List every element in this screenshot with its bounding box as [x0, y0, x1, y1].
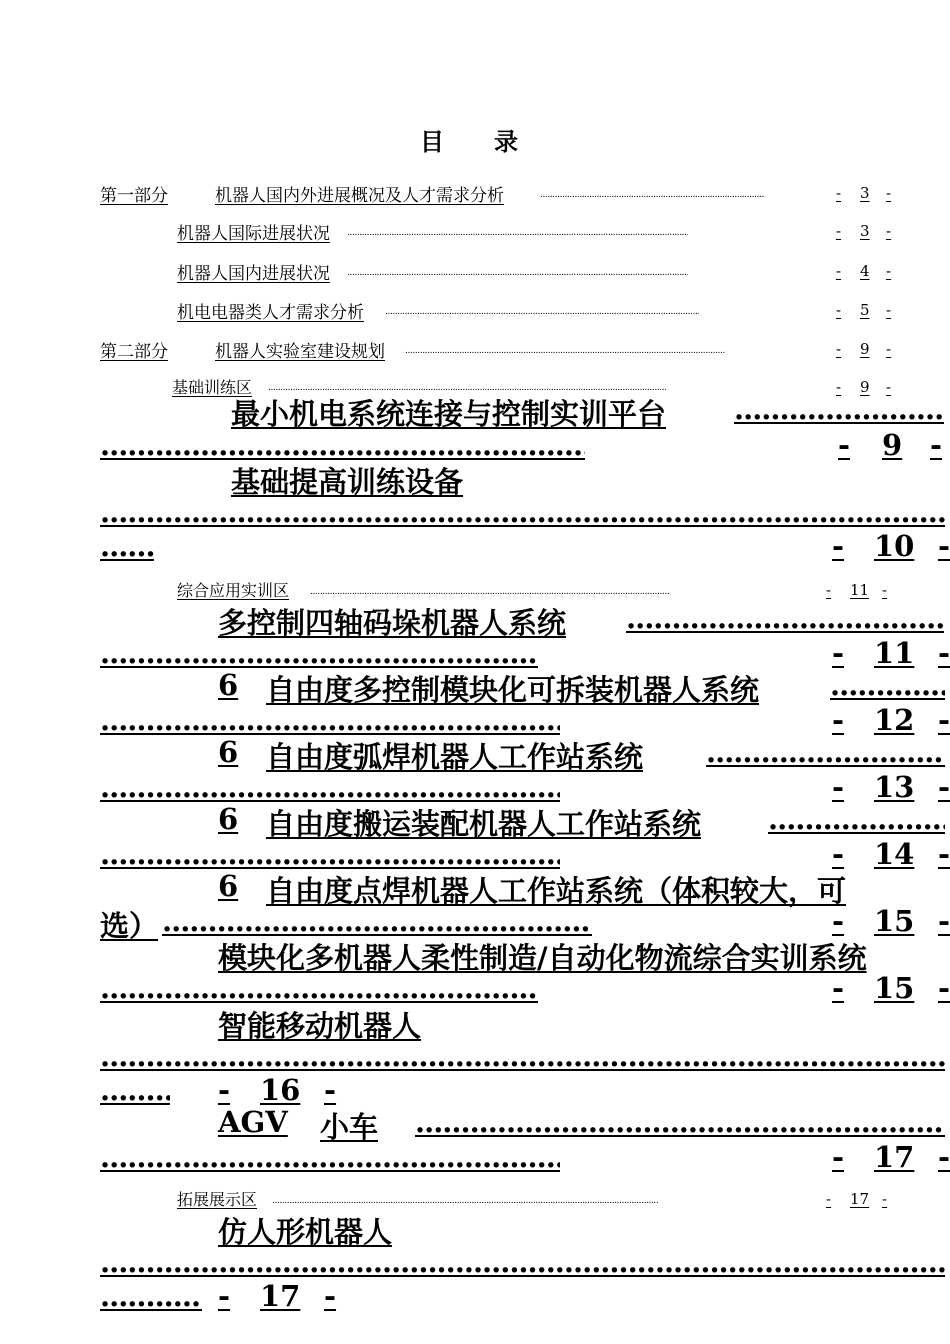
toc-leader-dots	[310, 587, 670, 597]
toc-leader-dots-cont	[100, 837, 560, 871]
toc-entry-prefix: 第二部分	[100, 342, 168, 362]
toc-page-dash-right: -	[324, 1279, 337, 1313]
toc-entry-number: AGV	[218, 1105, 288, 1139]
toc-leader-dots-cont	[100, 1140, 560, 1174]
toc-page-dash-left: -	[836, 378, 842, 396]
toc-page-dash-right: -	[938, 703, 950, 737]
toc-page-dash-left: -	[826, 1190, 832, 1208]
toc-page-dash-left: -	[836, 301, 842, 319]
toc-leader-dots	[162, 904, 592, 938]
toc-leader-dots	[100, 1245, 945, 1279]
toc-entry-label-cont: 选）	[100, 909, 159, 943]
toc-leader-dots	[415, 1105, 945, 1139]
toc-page-number: 12	[874, 703, 915, 737]
toc-page-dash-left: -	[832, 837, 845, 871]
toc-leader-dots	[768, 802, 945, 836]
toc-leader-dots-cont	[100, 636, 538, 670]
toc-page-dash-right: -	[938, 837, 950, 871]
toc-page-dash-right: -	[882, 1190, 888, 1208]
toc-page-dash-left: -	[836, 340, 842, 358]
toc-entry-number: 6	[218, 735, 239, 769]
toc-page-number: 13	[874, 770, 915, 804]
toc-page-dash-left: -	[832, 636, 845, 670]
toc-page-number: 5	[860, 301, 870, 319]
toc-page-number: 11	[874, 636, 915, 670]
toc-page-dash-right: -	[938, 904, 950, 938]
toc-entry-label: 基础训练区	[172, 378, 253, 397]
toc-page-number: 17	[874, 1140, 915, 1174]
toc-page-number: 9	[882, 428, 903, 462]
toc-page-dash-left: -	[836, 222, 842, 240]
toc-entry-label: 模块化多机器人柔性制造/自动化物流综合实训系统	[218, 941, 867, 975]
toc-page-number: 3	[860, 222, 870, 240]
toc-entry-label: 机器人实验室建设规划	[215, 342, 385, 362]
toc-page-dash-left: -	[218, 1279, 231, 1313]
toc-leader-dots	[272, 1196, 658, 1206]
toc-entry-label: 机器人国际进展状况	[177, 224, 330, 244]
toc-entry-label: 自由度弧焊机器人工作站系统	[266, 740, 644, 774]
toc-page-dash-left: -	[826, 581, 832, 599]
toc-page-dash-left: -	[838, 428, 851, 462]
toc-entry-number: 6	[218, 869, 239, 903]
toc-entry-label: 智能移动机器人	[218, 1009, 422, 1043]
toc-entry-label: 小车	[320, 1110, 379, 1144]
toc-entry-label: 多控制四轴码垛机器人系统	[218, 606, 567, 640]
toc-entry-label: 综合应用实训区	[177, 581, 290, 600]
toc-leader-dots	[706, 735, 945, 769]
toc-leader-dots-cont	[100, 1073, 170, 1107]
toc-page-dash-right: -	[938, 529, 950, 563]
toc-leader-dots	[830, 668, 945, 702]
toc-page-number: 16	[260, 1073, 301, 1107]
toc-page-number: 4	[860, 262, 870, 280]
toc-page-number: 14	[874, 837, 915, 871]
toc-page-dash-right: -	[886, 222, 892, 240]
toc-page-dash-right: -	[886, 301, 892, 319]
toc-page-number: 10	[874, 529, 915, 563]
toc-page-number: 9	[860, 340, 870, 358]
toc-leader-dots-cont	[100, 1279, 202, 1313]
toc-entry-label: 仿人形机器人	[218, 1215, 393, 1249]
toc-entry-label: 自由度点焊机器人工作站系统（体积较大，可	[266, 874, 847, 908]
toc-page-dash-left: -	[218, 1073, 231, 1107]
toc-page-number: 17	[850, 1190, 870, 1208]
toc-leader-dots-cont	[100, 703, 560, 737]
toc-leader-dots-cont	[100, 529, 154, 563]
toc-leader-dots-cont	[100, 770, 560, 804]
toc-title-char-2: 录	[494, 127, 518, 156]
toc-leader-dots	[385, 307, 699, 317]
toc-leader-dots	[734, 392, 944, 426]
toc-page-dash-right: -	[938, 1140, 950, 1174]
toc-entry-number: 6	[218, 668, 239, 702]
toc-leader-dots	[405, 346, 725, 356]
toc-page-number: 17	[260, 1279, 301, 1313]
toc-leader-dots	[347, 268, 688, 278]
toc-page-number: 9	[860, 378, 870, 396]
toc-title-char-1: 目	[420, 127, 444, 156]
toc-page-number: 15	[874, 971, 915, 1005]
toc-page-number: 3	[860, 184, 870, 202]
toc-entry-label: 自由度搬运装配机器人工作站系统	[266, 807, 702, 841]
toc-leader-dots	[100, 971, 538, 1005]
toc-page-dash-left: -	[832, 529, 845, 563]
toc-page-dash-left: -	[832, 904, 845, 938]
toc-page-dash-right: -	[886, 378, 892, 396]
toc-page-dash-left: -	[836, 184, 842, 202]
toc-page-dash-right: -	[886, 184, 892, 202]
toc-entry-label: 机器人国内进展状况	[177, 264, 330, 284]
toc-entry-label: 基础提高训练设备	[231, 465, 464, 499]
toc-entry-label: 自由度多控制模块化可拆装机器人系统	[266, 673, 760, 707]
toc-leader-dots	[540, 190, 765, 200]
toc-leader-dots	[347, 228, 688, 238]
toc-entry-label: 机器人国内外进展概况及人才需求分析	[215, 186, 504, 206]
toc-entry-label: 拓展展示区	[177, 1190, 258, 1209]
toc-page-dash-right: -	[938, 971, 950, 1005]
toc-page-dash-right: -	[886, 262, 892, 280]
toc-page-dash-right: -	[882, 581, 888, 599]
toc-page-number: 15	[874, 904, 915, 938]
toc-leader-dots	[100, 1039, 945, 1073]
toc-page-dash-left: -	[832, 971, 845, 1005]
toc-page-dash-left: -	[832, 1140, 845, 1174]
toc-entry-label: 机电电器类人才需求分析	[177, 303, 364, 323]
toc-page-dash-left: -	[832, 770, 845, 804]
toc-leader-dots-cont	[100, 428, 585, 462]
toc-page-dash-right: -	[886, 340, 892, 358]
toc-page-dash-right: -	[324, 1073, 337, 1107]
toc-entry-label: 最小机电系统连接与控制实训平台	[231, 397, 667, 431]
toc-page-dash-right: -	[938, 636, 950, 670]
toc-leader-dots	[100, 495, 945, 529]
toc-entry-prefix: 第一部分	[100, 186, 168, 206]
toc-page-number: 11	[850, 581, 870, 599]
toc-page-dash-right: -	[938, 770, 950, 804]
toc-page-dash-left: -	[832, 703, 845, 737]
toc-leader-dots	[626, 601, 944, 635]
toc-entry-number: 6	[218, 802, 239, 836]
toc-page-dash-right: -	[930, 428, 943, 462]
toc-page-dash-left: -	[836, 262, 842, 280]
